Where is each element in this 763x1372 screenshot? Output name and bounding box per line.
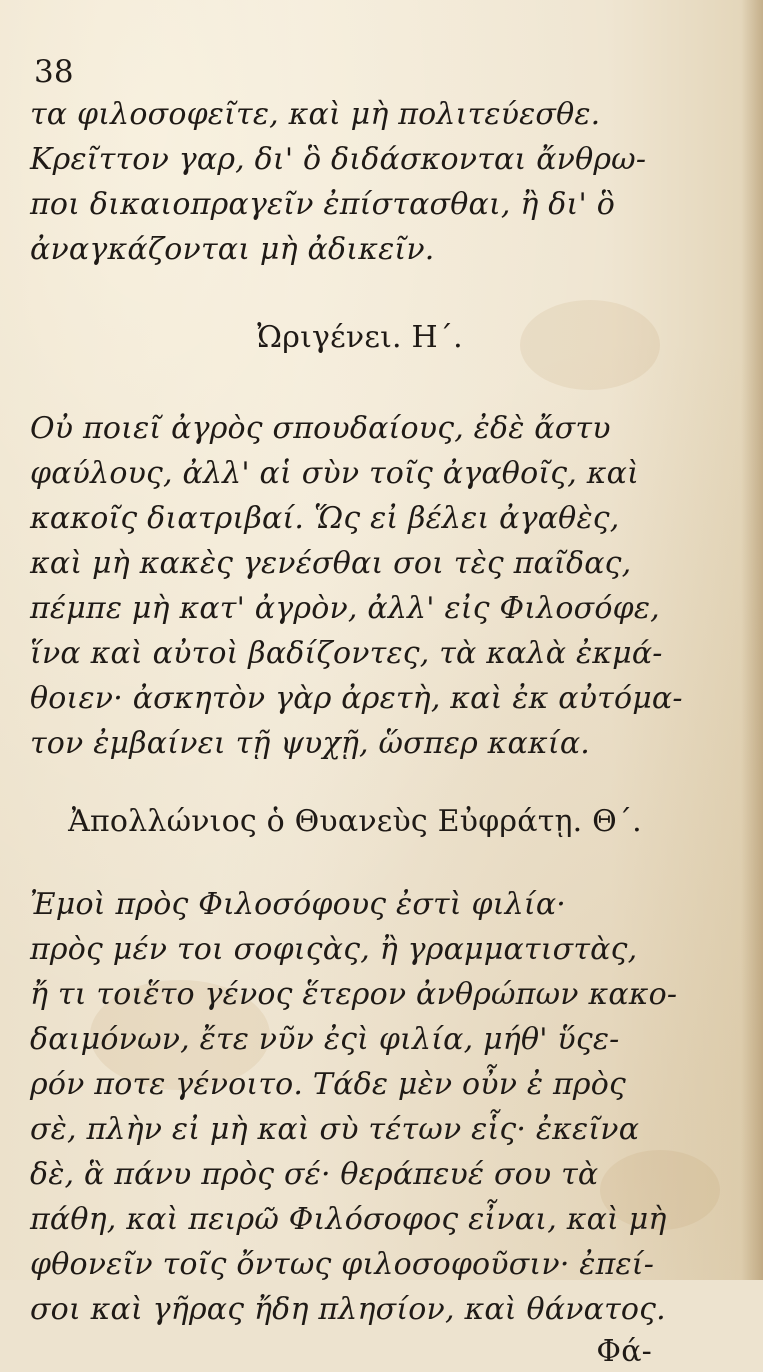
text-line: ἤ τι τοιἕτο γένος ἕτερον ἀνθρώπων κακο- [30, 977, 678, 1012]
text-line: τον ἐμβαίνει τῇ ψυχῇ, ὥσπερ κακία. [30, 726, 591, 761]
text-line: πάθη, καὶ πειρῶ Φιλόσοφος εἶναι, καὶ μὴ [30, 1202, 667, 1237]
text-line: σὲ, πλὴν εἰ μὴ καὶ σὺ τέτων εἷς· ἐκεῖνα [30, 1112, 640, 1147]
text-line: Ἐμοὶ πρὸς Φιλοσόφους ἐστὶ φιλία· [30, 887, 567, 922]
paragraph-1 [30, 92, 680, 272]
section-heading: Ἀπολλώνιος ὁ Θυανεὺς Εὐφράτῃ. Θ΄. [68, 804, 642, 839]
text-line: καὶ μὴ κακὲς γενέσθαι σοι τὲς παῖδας, [30, 546, 632, 581]
text-line: πέμπε μὴ κατ' ἀγρὸν, ἀλλ' εἰς Φιλοσόφε, [30, 591, 660, 626]
text-line: θοιεν· ἀσκητὸν γὰρ ἀρετὴ, καὶ ἐκ αὐτόμα- [30, 681, 683, 716]
text-line: πρὸς μέν τοι σοφιςὰς, ἢ γραμματιστὰς, [30, 932, 638, 967]
text-line: ποι δικαιοπραγεῖν ἐπίστασθαι, ἢ δι' ὃ [30, 187, 615, 222]
text-line: φαύλους, ἀλλ' αἱ σὺν τοῖς ἀγαθοῖς, καὶ [30, 456, 640, 491]
text-line: ρόν ποτε γένοιτο. Τάδε μὲν οὖν ἐ πρὸς [30, 1067, 626, 1102]
page-text [30, 52, 683, 1372]
catchword: Φά- [596, 1334, 652, 1369]
page-number: 38 [34, 54, 74, 90]
page-gutter-shadow [741, 0, 763, 1280]
paragraph-3 [30, 882, 680, 1332]
text-line: Κρεῖττον γαρ, δι' ὃ διδάσκονται ἄνθρω- [30, 142, 647, 177]
text-line: σοι καὶ γῆρας ἤδη πλησίον, καὶ θάνατος. [30, 1292, 666, 1327]
section-heading: Ὠριγένει. Η΄. [257, 320, 463, 355]
text-line: φθονεῖν τοῖς ὄντως φιλοσοφοῦσιν· ἐπεί- [30, 1247, 655, 1282]
text-line: δαιμόνων, ἔτε νῦν ἐςὶ φιλία, μήθ' ὕςε- [30, 1022, 620, 1057]
text-line: κακοῖς διατριβαί. Ὥς εἰ βέλει ἀγαθὲς, [30, 501, 620, 536]
paragraph-2 [30, 406, 683, 766]
text-line: δὲ, ἃ πάνυ πρὸς σέ· θεράπευέ σου τὰ [30, 1157, 599, 1192]
text-line: τα φιλοσοφεῖτε, καὶ μὴ πολιτεύεσθε. [30, 97, 601, 132]
text-line: Οὐ ποιεῖ ἀγρὸς σπουδαίους, ἐδὲ ἄστυ [30, 411, 611, 446]
text-line: ἵνα καὶ αὐτοὶ βαδίζοντες, τὰ καλὰ ἐκμά- [30, 636, 663, 671]
text-line: ἀναγκάζονται μὴ ἀδικεῖν. [30, 232, 435, 267]
